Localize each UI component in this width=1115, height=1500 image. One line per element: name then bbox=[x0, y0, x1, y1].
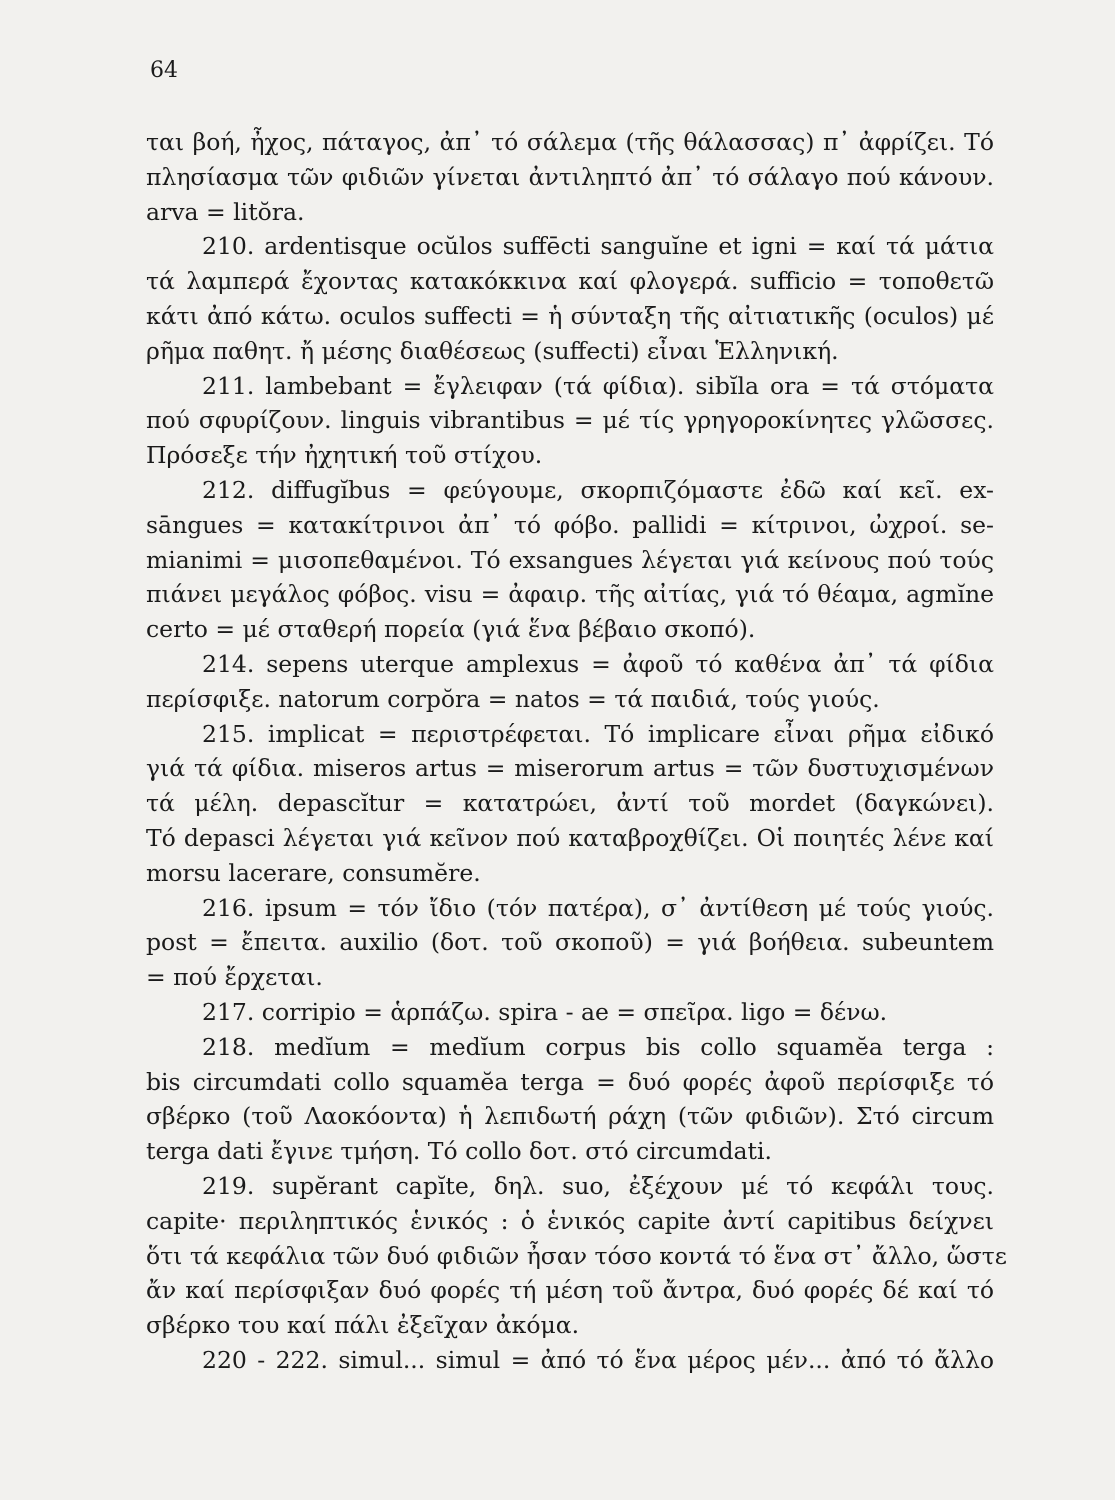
text-line: πού σφυρίζουν. linguis vibrantibus = μέ τίς γρηγοροκίνητες γλῶσσες. bbox=[146, 406, 994, 435]
text-line: capite· περιληπτικός ἑνικός : ὁ ἑνικός capite ἀντί capitibus δείχνει bbox=[146, 1206, 994, 1235]
text-line: 211. lambebant = ἔγλειφαν (τά φίδια). sibĭla ora = τά στόματα bbox=[202, 371, 994, 400]
text-line: = πού ἔρχεται. bbox=[146, 963, 323, 992]
text-line: κάτι ἀπό κάτω. oculos suffecti = ἡ σύνταξη τῆς αἰτιατικῆς (oculos) μέ bbox=[146, 301, 994, 330]
text-line: 214. sepens uterque amplexus = ἀφοῦ τό καθένα ἀπ᾽ τά φίδια bbox=[202, 649, 994, 678]
text-line: 215. implicat = περιστρέφεται. Τό implicare εἶναι ρῆμα εἰδικό bbox=[202, 719, 994, 748]
text-line: 210. ardentisque ocŭlos suffēcti sanguĭne et igni = καί τά μάτια bbox=[202, 232, 994, 261]
text-line: πιάνει μεγάλος φόβος. visu = ἀφαιρ. τῆς αἰτίας, γιά τό θέαμα, agmĭne bbox=[146, 580, 994, 609]
text-line: 218. medĭum = medĭum corpus bis collo squamĕa terga : bbox=[202, 1032, 994, 1061]
text-line: σβέρκο του καί πάλι ἐξεῖχαν ἀκόμα. bbox=[146, 1311, 580, 1340]
text-line: mianimi = μισοπεθαμένοι. Τό exsangues λέγεται γιά κείνους πού τούς bbox=[146, 545, 994, 574]
commentary-text bbox=[146, 125, 1007, 1378]
text-line: ται βοή, ἦχος, πάταγος, ἀπ᾽ τό σάλεμα (τῆς θάλασσας) π᾽ ἀφρίζει. Τό bbox=[146, 128, 994, 156]
text-line: ὅτι τά κεφάλια τῶν δυό φιδιῶν ἦσαν τόσο κοντά τό ἕνα στ᾽ ἄλλο, ὥστε bbox=[146, 1241, 1007, 1270]
text-line: περίσφιξε. natorum corpŏra = natos = τά παιδιά, τούς γιούς. bbox=[146, 684, 880, 713]
text-line: terga dati ἔγινε τμήση. Τό collo δοτ. στό circumdati. bbox=[146, 1137, 772, 1166]
text-line: ἄν καί περίσφιξαν δυό φορές τή μέση τοῦ ἄντρα, δυό φορές δέ καί τό bbox=[146, 1276, 994, 1305]
text-line: Πρόσεξε τήν ἠχητική τοῦ στίχου. bbox=[146, 441, 543, 470]
text-line: arva = litŏra. bbox=[146, 197, 305, 226]
text-line: γιά τά φίδια. miseros artus = miserorum artus = τῶν δυστυχισμένων bbox=[146, 754, 994, 783]
text-line: 217. corripio = ἁρπάζω. spira - ae = σπεῖρα. ligo = δένω. bbox=[202, 997, 888, 1026]
text-line: σβέρκο (τοῦ Λαοκόοντα) ἡ λεπιδωτή ράχη (τῶν φιδιῶν). Στό circum bbox=[146, 1102, 994, 1131]
text-line: τά μέλη. depascĭtur = κατατρώει, ἀντί τοῦ mordet (δαγκώνει). bbox=[146, 789, 994, 818]
text-line: certo = μέ σταθερή πορεία (γιά ἕνα βέβαιο σκοπό). bbox=[146, 615, 756, 644]
page-number: 64 bbox=[150, 58, 178, 83]
text-line: ρῆμα παθητ. ἤ μέσης διαθέσεως (suffecti) εἶναι Ἑλληνική. bbox=[146, 336, 839, 365]
text-line: post = ἔπειτα. auxilio (δοτ. τοῦ σκοποῦ) = γιά βοήθεια. subeuntem bbox=[146, 928, 994, 957]
text-line: morsu lacerare, consumĕre. bbox=[146, 858, 481, 887]
text-line: 219. supĕrant capĭte, δηλ. suo, ἐξέχουν μέ τό κεφάλι τους. bbox=[202, 1171, 994, 1200]
text-line: πλησίασμα τῶν φιδιῶν γίνεται ἀντιληπτό ἀπ᾽ τό σάλαγο πού κάνουν. bbox=[146, 162, 994, 191]
text-line: sāngues = κατακίτρινοι ἀπ᾽ τό φόβο. pallidi = κίτρινοι, ὠχροί. se- bbox=[146, 510, 994, 539]
text-line: 212. diffugĭbus = φεύγουμε, σκορπιζόμαστε ἐδῶ καί κεῖ. ex- bbox=[202, 475, 994, 504]
text-line: Τό depasci λέγεται γιά κεῖνον πού καταβροχθίζει. Οἱ ποιητές λένε καί bbox=[146, 823, 994, 852]
text-line: 216. ipsum = τόν ἴδιο (τόν πατέρα), σ᾽ ἀντίθεση μέ τούς γιούς. bbox=[202, 893, 994, 922]
text-line: bis circumdati collo squamĕa terga = δυό φορές ἀφοῦ περίσφιξε τό bbox=[146, 1067, 994, 1096]
text-line: 220 - 222. simul... simul = ἀπό τό ἕνα μέρος μέν... ἀπό τό ἄλλο bbox=[202, 1345, 994, 1374]
text-line: τά λαμπερά ἔχοντας κατακόκκινα καί φλογερά. sufficio = τοποθετῶ bbox=[146, 267, 994, 296]
